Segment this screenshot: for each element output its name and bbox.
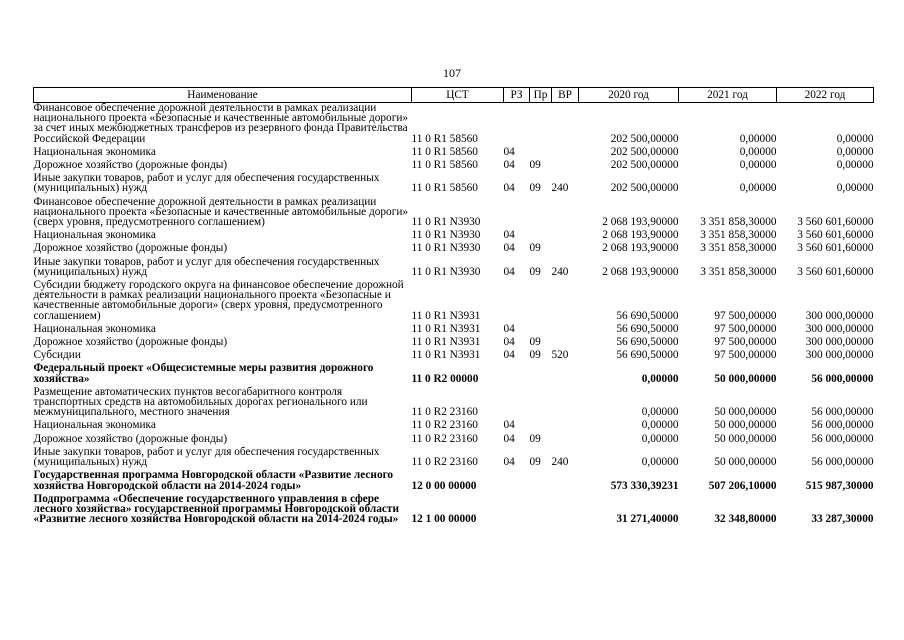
header-cst: ЦСТ: [412, 88, 504, 103]
cell-2021: 50 000,00000: [714, 372, 777, 385]
cell-cst: 11 0 R1 58560: [411, 132, 478, 145]
cell-vr: [552, 278, 579, 322]
cell-2020: 56 690,50000: [616, 322, 679, 335]
cell-pr: 09: [529, 265, 541, 278]
cell-name: Национальная экономика: [33, 229, 156, 242]
cell-name: Дорожное хозяйство (дорожные фонды): [33, 242, 228, 255]
cell-2020: 202 500,00000: [610, 145, 679, 158]
cell-cst: 11 0 R2 23160: [411, 406, 478, 419]
cell-rz: 04: [503, 419, 515, 432]
cell-pr: 09: [529, 432, 541, 445]
cell-2022: 56 000,00000: [811, 456, 874, 469]
cell-2022: 515 987,30000: [805, 479, 874, 492]
cell-rz: 04: [503, 456, 515, 469]
cell-vr: [552, 195, 579, 229]
table-row: [34, 195, 874, 229]
cell-pr: [530, 145, 552, 158]
cell-cst: 11 0 R1 N3930: [411, 216, 481, 229]
cell-vr: [552, 241, 579, 254]
table-row: [34, 468, 874, 491]
cell-cst: 11 0 R1 N3931: [411, 349, 481, 362]
cell-pr: [530, 228, 552, 241]
cell-pr: [530, 418, 552, 431]
cell-2021: 0,00000: [739, 159, 777, 172]
cell-2022: 3 560 601,60000: [797, 229, 874, 242]
cell-2022: 56 000,00000: [811, 372, 874, 385]
table-row: [34, 492, 874, 526]
header-pr: Пр: [530, 88, 552, 103]
cell-pr: 09: [529, 242, 541, 255]
cell-vr: 240: [551, 182, 569, 195]
table-row: [34, 418, 874, 431]
cell-cst: 11 0 R1 N3931: [411, 336, 481, 349]
cell-pr: 09: [529, 159, 541, 172]
cell-rz: [504, 468, 530, 491]
cell-2022: 3 560 601,60000: [797, 265, 874, 278]
cell-2022: 0,00000: [836, 132, 874, 145]
cell-rz: 04: [503, 182, 515, 195]
cell-cst: 11 0 R2 23160: [411, 456, 478, 469]
cell-rz: [504, 385, 530, 419]
cell-name: Субсидии: [33, 349, 81, 362]
cell-rz: 04: [503, 322, 515, 335]
cell-name: Иные закупки товаров, работ и услуг для обеспечения государственных (муниципальных) нужд: [33, 172, 380, 195]
cell-vr: [552, 468, 579, 491]
cell-vr: [552, 145, 579, 158]
cell-2021: 97 500,00000: [714, 309, 777, 322]
table-row: [34, 348, 874, 361]
table-row: [34, 445, 874, 468]
table-row: [34, 241, 874, 254]
cell-name: Национальная экономика: [33, 322, 156, 335]
cell-vr: [552, 385, 579, 419]
cell-vr: 520: [551, 349, 569, 362]
cell-2021: 507 206,10000: [708, 479, 777, 492]
cell-cst: 12 1 00 00000: [411, 513, 477, 526]
cell-name: Размещение автоматических пунктов весогабаритного контроля транспортных средств на автомобильных дорогах регионального или межмуниципального, местного значения: [33, 385, 368, 419]
table-row: [34, 255, 874, 278]
cell-vr: [552, 418, 579, 431]
cell-name: Федеральный проект «Общесистемные меры развития дорожного хозяйства»: [33, 362, 374, 385]
cell-rz: [504, 195, 530, 229]
cell-vr: [552, 158, 579, 171]
cell-vr: 240: [551, 456, 569, 469]
cell-name: Финансовое обеспечение дорожной деятельности в рамках реализации национального проекта «Безопасные и качественные автомобильные дороги» за счет иных межбюджетных трансферов из резервного фонда Правительства Российской Федерации: [33, 102, 409, 145]
cell-rz: 04: [503, 432, 515, 445]
cell-2021: 3 351 858,30000: [700, 242, 777, 255]
cell-2020: 573 330,39231: [610, 479, 679, 492]
cell-2022: 56 000,00000: [811, 432, 874, 445]
cell-2020: 2 068 193,90000: [602, 242, 679, 255]
cell-name: Дорожное хозяйство (дорожные фонды): [33, 432, 228, 445]
cell-2022: 33 287,30000: [811, 513, 874, 526]
table-row: [34, 385, 874, 419]
cell-name: Дорожное хозяйство (дорожные фонды): [33, 159, 228, 172]
cell-pr: [530, 278, 552, 322]
table-row: [34, 432, 874, 445]
cell-2021: 50 000,00000: [714, 419, 777, 432]
cell-name: Иные закупки товаров, работ и услуг для обеспечения государственных (муниципальных) нужд: [33, 255, 380, 278]
cell-2022: 300 000,00000: [805, 336, 874, 349]
cell-2021: 50 000,00000: [714, 406, 777, 419]
cell-2021: 50 000,00000: [714, 456, 777, 469]
cell-2021: 3 351 858,30000: [700, 229, 777, 242]
table-row: [34, 322, 874, 335]
cell-rz: 04: [503, 265, 515, 278]
header-2022: 2022 год: [777, 88, 874, 103]
cell-name: Субсидии бюджету городского округа на финансовое обеспечение дорожной деятельности в рамках реализации национального проекта «Безопасные и качественные автомобильные дороги» (сверх уровня, предусмотренного соглашением): [33, 279, 404, 322]
cell-2020: 0,00000: [641, 372, 679, 385]
cell-2021: 3 351 858,30000: [700, 265, 777, 278]
cell-vr: [552, 492, 579, 526]
cell-pr: [530, 492, 552, 526]
cell-rz: 04: [503, 242, 515, 255]
cell-vr: [552, 103, 579, 145]
cell-2020: 56 690,50000: [616, 309, 679, 322]
cell-pr: 09: [529, 336, 541, 349]
cell-2022: 3 560 601,60000: [797, 242, 874, 255]
cell-rz: 04: [503, 229, 515, 242]
page-number: 107: [443, 66, 461, 80]
cell-pr: 09: [529, 349, 541, 362]
header-name: Наименование: [34, 88, 412, 103]
cell-pr: [530, 385, 552, 419]
budget-table: [33, 87, 874, 525]
cell-2022: 56 000,00000: [811, 406, 874, 419]
table-row: [34, 361, 874, 384]
cell-name: Государственная программа Новгородской области «Развитие лесного хозяйства Новгородской области на 2014-2024 годы»: [33, 469, 394, 492]
cell-cst: 11 0 R2 23160: [411, 419, 478, 432]
cell-2022: 56 000,00000: [811, 419, 874, 432]
cell-2020: 2 068 193,90000: [602, 216, 679, 229]
cell-2022: 300 000,00000: [805, 349, 874, 362]
cell-vr: [552, 335, 579, 348]
table-header-row: [34, 88, 874, 103]
cell-2022: 300 000,00000: [805, 322, 874, 335]
header-2021: 2021 год: [679, 88, 777, 103]
cell-cst: 11 0 R1 N3930: [411, 265, 481, 278]
cell-2022: 300 000,00000: [805, 309, 874, 322]
cell-cst: 11 0 R1 58560: [411, 145, 478, 158]
cell-rz: 04: [503, 159, 515, 172]
table-row: [34, 228, 874, 241]
cell-cst: 11 0 R1 N3931: [411, 322, 481, 335]
cell-cst: 12 0 00 00000: [411, 479, 477, 492]
cell-vr: [552, 322, 579, 335]
cell-2020: 2 068 193,90000: [602, 229, 679, 242]
cell-2021: 50 000,00000: [714, 432, 777, 445]
table-row: [34, 158, 874, 171]
cell-2022: 0,00000: [836, 145, 874, 158]
cell-pr: 09: [529, 456, 541, 469]
cell-2020: 0,00000: [641, 456, 679, 469]
cell-name: Подпрограмма «Обеспечение государственного управления в сфере лесного хозяйства» государственной программы Новгородской области «Развитие лесного хозяйства Новгородской области на 2014-2024 годы»: [33, 492, 399, 526]
table-row: [34, 171, 874, 194]
cell-2021: 3 351 858,30000: [700, 216, 777, 229]
cell-name: Национальная экономика: [33, 145, 156, 158]
cell-name: Национальная экономика: [33, 419, 156, 432]
cell-2021: 97 500,00000: [714, 349, 777, 362]
cell-rz: [504, 103, 530, 145]
cell-2020: 2 068 193,90000: [602, 265, 679, 278]
cell-rz: 04: [503, 336, 515, 349]
header-2020: 2020 год: [579, 88, 679, 103]
table-row: [34, 278, 874, 322]
cell-2020: 31 271,40000: [616, 513, 679, 526]
cell-2022: 0,00000: [836, 159, 874, 172]
table-body: [34, 103, 874, 526]
table-row: [34, 335, 874, 348]
cell-pr: [530, 361, 552, 384]
cell-vr: [552, 228, 579, 241]
cell-2020: 56 690,50000: [616, 349, 679, 362]
cell-vr: 240: [551, 265, 569, 278]
cell-2021: 0,00000: [739, 182, 777, 195]
header-vr: ВР: [552, 88, 579, 103]
header-rz: РЗ: [504, 88, 530, 103]
table-row: [34, 145, 874, 158]
cell-2020: 0,00000: [641, 419, 679, 432]
cell-name: Финансовое обеспечение дорожной деятельности в рамках реализации национального проекта «Безопасные и качественные автомобильные дороги» (сверх уровня, предусмотренного соглашением): [33, 195, 409, 229]
cell-cst: 11 0 R1 N3930: [411, 242, 481, 255]
cell-rz: 04: [503, 349, 515, 362]
cell-cst: 11 0 R2 00000: [411, 372, 479, 385]
cell-name: Дорожное хозяйство (дорожные фонды): [33, 336, 228, 349]
cell-2021: 0,00000: [739, 145, 777, 158]
cell-name: Иные закупки товаров, работ и услуг для обеспечения государственных (муниципальных) нужд: [33, 445, 380, 469]
cell-pr: 09: [529, 182, 541, 195]
cell-rz: [504, 361, 530, 384]
cell-rz: [504, 492, 530, 526]
cell-2022: 0,00000: [836, 182, 874, 195]
cell-rz: [504, 278, 530, 322]
cell-2020: 56 690,50000: [616, 336, 679, 349]
cell-cst: 11 0 R1 58560: [411, 182, 478, 195]
cell-2021: 32 348,80000: [714, 513, 777, 526]
cell-2022: 3 560 601,60000: [797, 216, 874, 229]
cell-vr: [552, 361, 579, 384]
table-row: [34, 103, 874, 145]
cell-cst: 11 0 R1 N3931: [411, 309, 481, 322]
cell-2020: 202 500,00000: [610, 182, 679, 195]
cell-2020: 202 500,00000: [610, 132, 679, 145]
cell-pr: [530, 468, 552, 491]
cell-2021: 97 500,00000: [714, 336, 777, 349]
cell-2020: 202 500,00000: [610, 159, 679, 172]
cell-cst: 11 0 R1 N3930: [411, 229, 481, 242]
cell-2021: 97 500,00000: [714, 322, 777, 335]
cell-vr: [552, 432, 579, 445]
cell-2020: 0,00000: [641, 432, 679, 445]
cell-2021: 0,00000: [739, 132, 777, 145]
cell-pr: [530, 322, 552, 335]
cell-pr: [530, 195, 552, 229]
cell-pr: [530, 103, 552, 145]
cell-2020: 0,00000: [641, 406, 679, 419]
cell-rz: 04: [503, 145, 515, 158]
cell-cst: 11 0 R2 23160: [411, 432, 478, 445]
cell-cst: 11 0 R1 58560: [411, 159, 478, 172]
